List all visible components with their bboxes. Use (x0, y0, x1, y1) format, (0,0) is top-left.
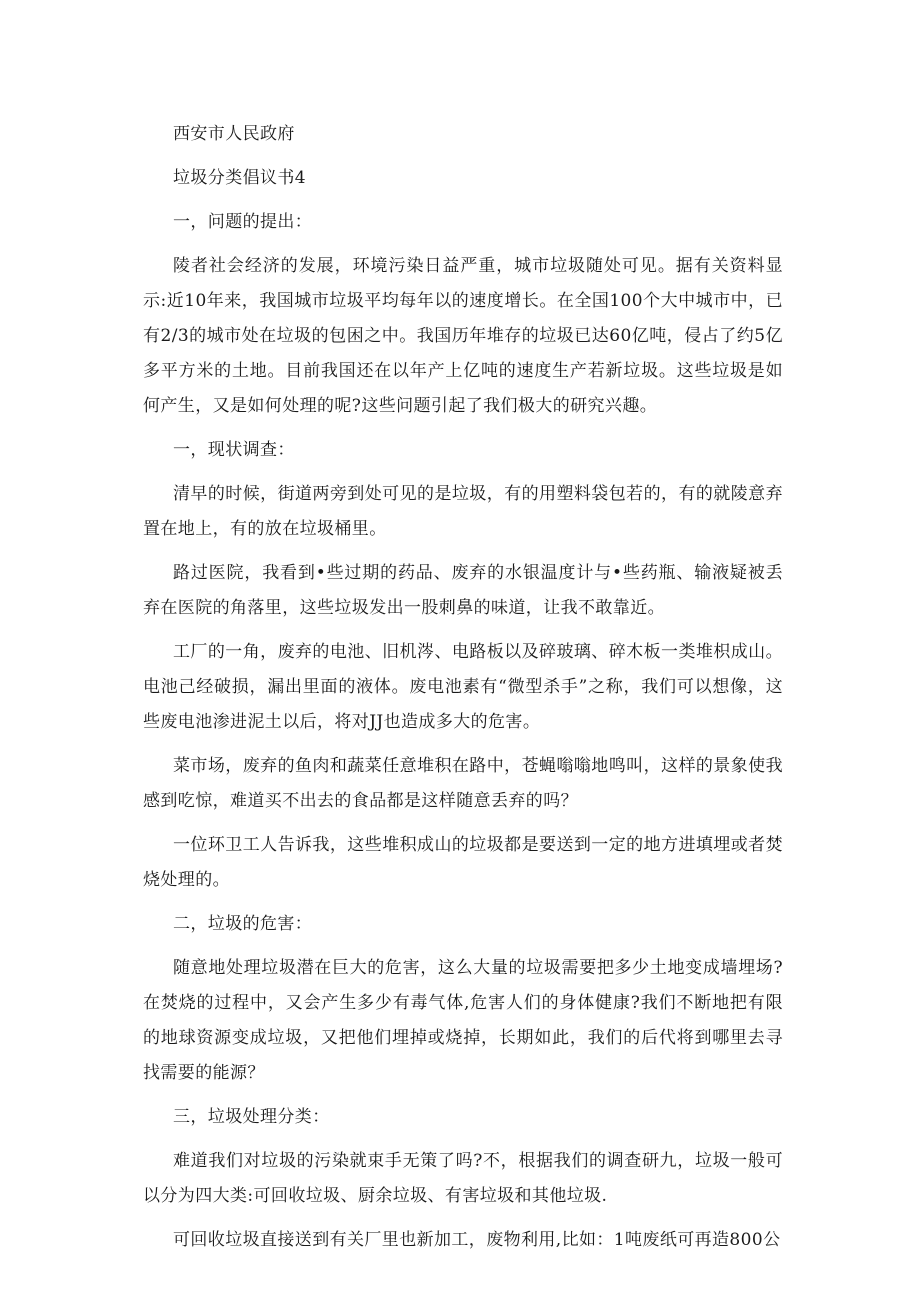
section-heading-problem: 一，问题的提出： (173, 212, 313, 232)
paragraph: 工厂的一角，废弃的电池、旧机涔、电路板以及碎玻璃、碎木板一类堆枳成山。电池己经破损，漏出里面的液体。废电池素有“微型杀手”之称，我们可以想像，这些废电池渗进泥土以后，将对JJ也造成多大的危害。 (143, 642, 783, 732)
paragraph: 菜市场，废弃的鱼肉和蔬菜任意堆积在路中，苍蝇嗡嗡地鸣叫，这样的景象使我感到吃惊，难道买不出去的食品都是这样随意丢弃的吗？ (143, 756, 783, 811)
paragraph: 可回收垃圾直接送到有关厂里也新加工，废物利用,比如：1吨废纸可再造800公 (173, 1230, 781, 1250)
document-title: 垃圾分类倡议书4 (173, 168, 307, 188)
paragraph: 一位环卫工人告诉我，这些堆积成山的垃圾都是要送到一定的地方进填埋或者焚烧处理的。 (143, 835, 783, 890)
paragraph: 随意地处理垃圾潜在巨大的危害，这么大量的垃圾需要把多少土地变成墙埋场?在焚烧的过程中，又会产生多少有毒气体,危害人们的身体健康?我们不断地把有限的地球资源变成垃圾，又把他们埋掉或烧掉，长期如此，我们的后代将到哪里去寻找需要的能源？ (143, 958, 783, 1083)
section-heading-harm: 二，垃圾的危害： (173, 914, 313, 934)
sender-line: 西安市人民政府 (173, 124, 295, 144)
document-body (143, 117, 783, 1267)
paragraph: 难道我们对垃圾的污染就束手无策了吗?不，根据我们的调查研九，垃圾一般可以分为四大类:可回收垃圾、厨余垃圾、有害垃圾和其他垃圾. (143, 1151, 783, 1206)
paragraph: 陵者社会经济的发展，环境污染日益严重，城市垃圾随处可见。据有关资料显示:近10年来，我国城市垃圾平均每年以的速度增长。在全国100个大中城市中，已有2/3的城市处在垃圾的包困之中。我国历年堆存的垃圾已达60亿吨，侵占了约5亿多平方米的土地。目前我国还在以年产上亿吨的速度生产若新垃圾。这些垃圾是如何产生，又是如何处理的呢?这些问题引起了我们极大的研究兴趣。 (143, 256, 783, 416)
paragraph: 路过医院，我看到•些过期的药品、废弃的水银温度计与•些药瓶、输液疑被丢弃在医院的角落里，这些垃圾发出一股刺鼻的味道，让我不敢靠近。 (143, 563, 783, 618)
section-heading-survey: 一，现状调查： (173, 440, 295, 460)
paragraph: 清早的时候，街道两旁到处可见的是垃圾，有的用塑料袋包若的，有的就陵意弃置在地上，有的放在垃圾桶里。 (143, 484, 783, 539)
section-heading-classification: 三，垃圾处理分类： (173, 1107, 330, 1127)
